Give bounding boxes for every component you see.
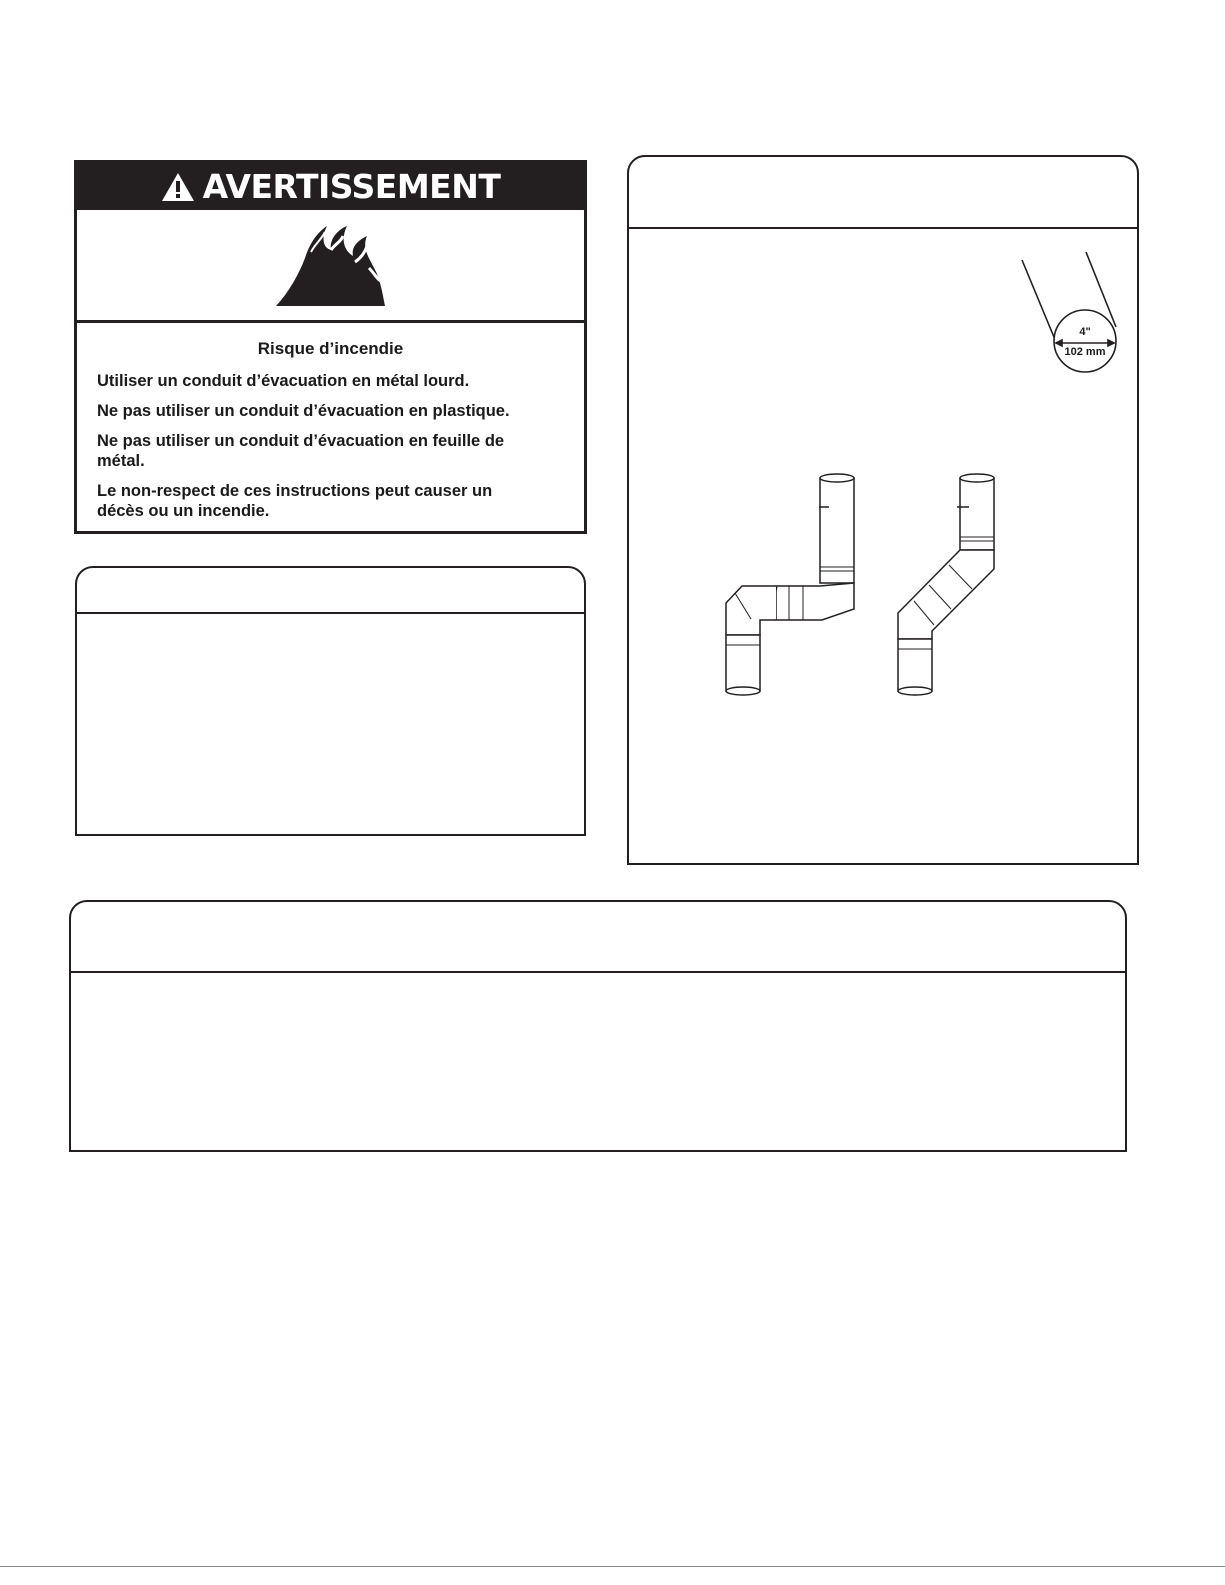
warning-line-1: Utiliser un conduit d’évacuation en métal lourd. <box>97 372 470 390</box>
page-footer-rule <box>0 1566 1225 1567</box>
warning-header-text: AVERTISSEMENT <box>202 167 501 206</box>
info-box-bottom-header <box>71 902 1125 973</box>
info-box-left <box>75 566 586 836</box>
warning-triangle-icon <box>161 172 195 202</box>
warning-panel <box>74 160 587 534</box>
warning-header <box>77 163 584 210</box>
warning-line-4: Le non-respect de ces instructions peut causer un décès ou un incendie. <box>97 482 493 520</box>
duct-diagram-box <box>627 155 1139 865</box>
duct-offset-90-elbows <box>726 474 854 695</box>
duct-offset-45-elbows <box>898 474 994 695</box>
warning-line-3: Ne pas utiliser un conduit d’évacuation en feuille de métal. <box>97 432 505 470</box>
warning-title: Risque d’incendie <box>257 339 404 358</box>
info-box-left-header <box>77 568 584 614</box>
fire-icon <box>271 222 391 308</box>
duct-diagram <box>629 157 1137 863</box>
warning-line-2: Ne pas utiliser un conduit d’évacuation en plastique. <box>97 402 510 420</box>
info-box-bottom <box>69 900 1127 1152</box>
warning-body <box>77 323 584 521</box>
hazard-icon-row <box>77 210 584 323</box>
diameter-mm-label: 102 mm <box>1064 346 1106 358</box>
diameter-inches-label: 4" <box>1079 326 1091 338</box>
